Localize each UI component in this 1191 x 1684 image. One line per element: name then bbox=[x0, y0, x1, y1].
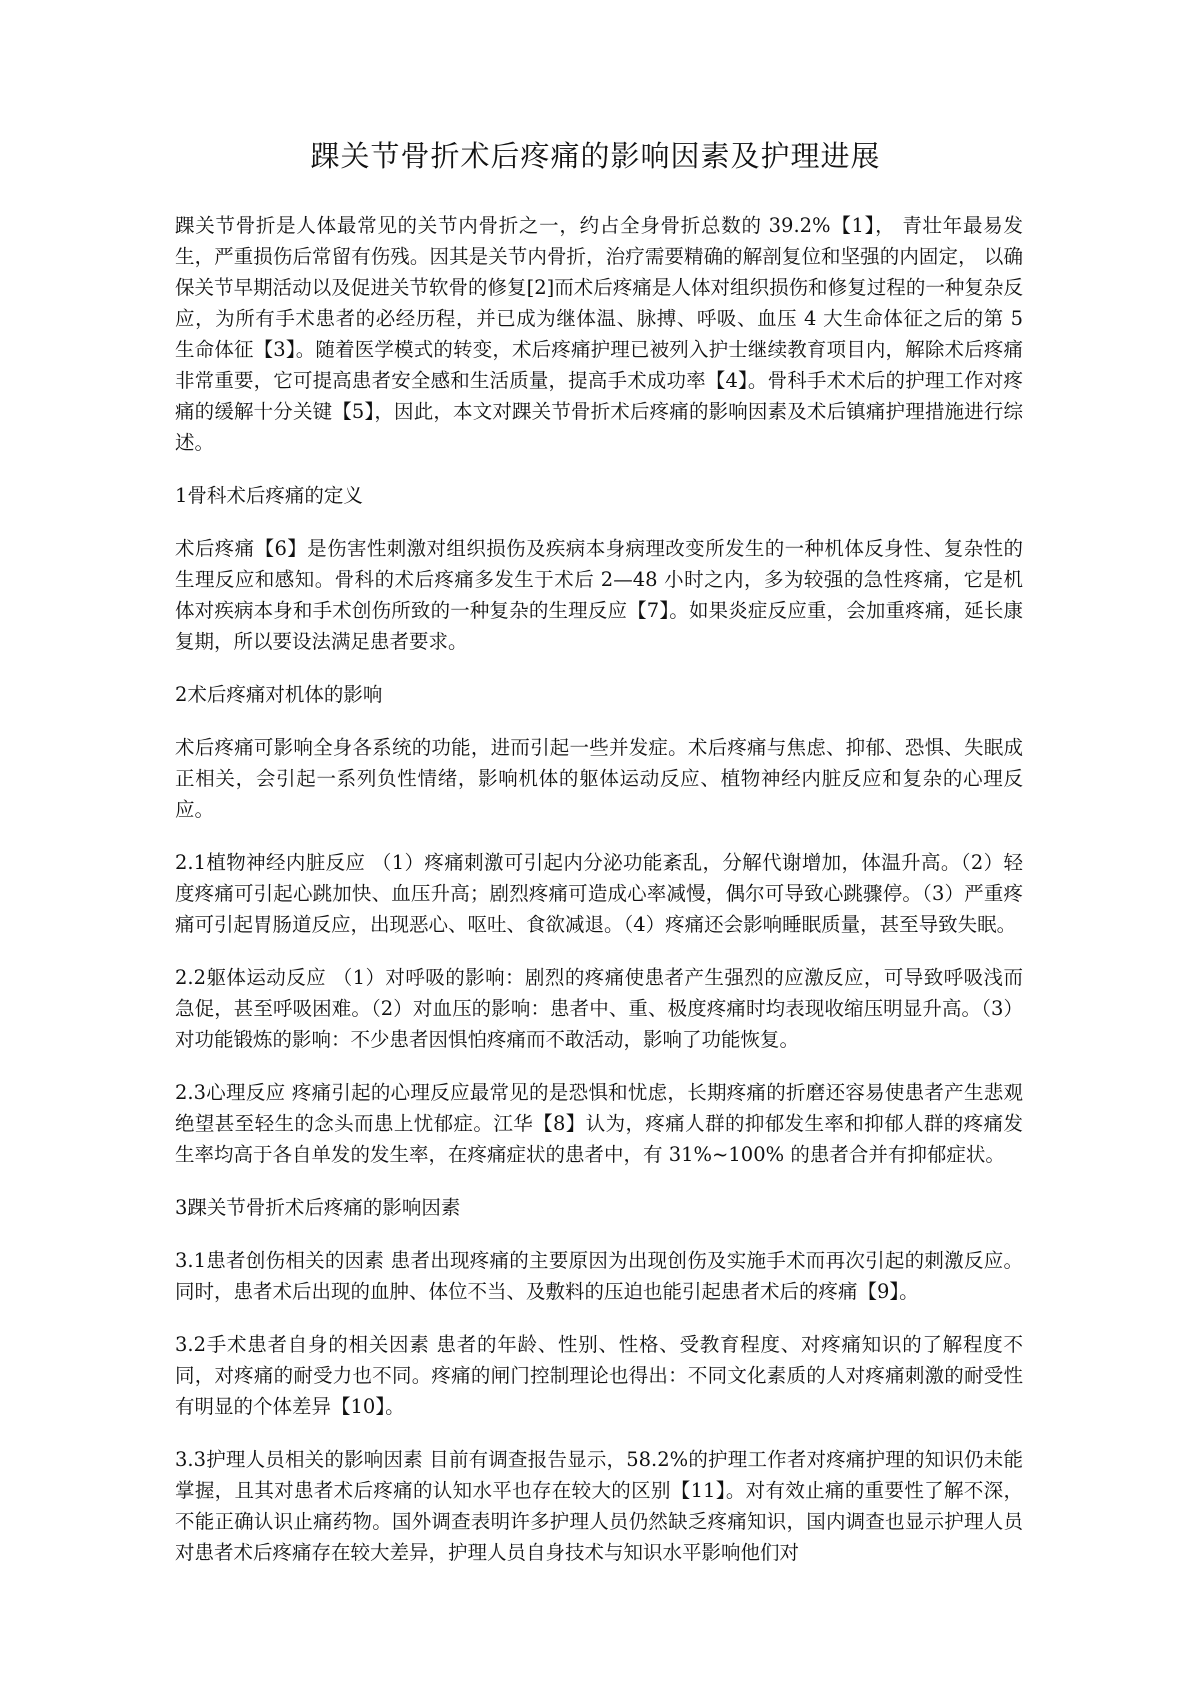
section-1-paragraph: 术后疼痛【6】是伤害性刺激对组织损伤及疾病本身病理改变所发生的一种机体反身性、复杂性的生理反应和感知。骨科的术后疼痛多发生于术后 2—48 小时之内，多为较强的急性疼痛，它是机体对疾病本身和手术创伤所致的一种复杂的生理反应【7】。如果炎症反应重，会加重疼痛，延长康复期，所以要设法满足患者要求。 bbox=[175, 537, 1023, 653]
section-3-3-paragraph: 3.3护理人员相关的影响因素 目前有调查报告显示，58.2%的护理工作者对疼痛护理的知识仍未能掌握，且其对患者术后疼痛的认知水平也存在较大的区别【11】。对有效止痛的重要性了解不深，不能正确认识止痛药物。国外调查表明许多护理人员仍然缺乏疼痛知识，国内调查也显示护理人员对患者术后疼痛存在较大差异，护理人员自身技术与知识水平影响他们对 bbox=[175, 1448, 1023, 1564]
section-heading-3: 3踝关节骨折术后疼痛的影响因素 bbox=[175, 1196, 461, 1219]
section-3-1-paragraph: 3.1患者创伤相关的因素 患者出现疼痛的主要原因为出现创伤及实施手术而再次引起的刺激反应。同时，患者术后出现的血肿、体位不当、及敷料的压迫也能引起患者术后的疼痛【9】。 bbox=[175, 1249, 1023, 1303]
section-2-paragraph: 术后疼痛可影响全身各系统的功能，进而引起一些并发症。术后疼痛与焦虑、抑郁、恐惧、失眠成正相关，会引起一系列负性情绪，影响机体的躯体运动反应、植物神经内脏反应和复杂的心理反应。 bbox=[175, 736, 1023, 821]
section-2-3-paragraph: 2.3心理反应 疼痛引起的心理反应最常见的是恐惧和忧虑，长期疼痛的折磨还容易使患者产生悲观绝望甚至轻生的念头而患上忧郁症。江华【8】认为，疼痛人群的抑郁发生率和抑郁人群的疼痛发生率均高于各自单发的发生率，在疼痛症状的患者中，有 31%~100% 的患者合并有抑郁症状。 bbox=[175, 1081, 1023, 1166]
section-2-1-paragraph: 2.1植物神经内脏反应 （1）疼痛刺激可引起内分泌功能紊乱，分解代谢增加，体温升高。（2）轻度疼痛可引起心跳加快、血压升高；剧烈疼痛可造成心率减慢，偶尔可导致心跳骤停。（3）严重疼痛可引起胃肠道反应，出现恶心、呕吐、食欲减退。（4）疼痛还会影响睡眠质量，甚至导致失眠。 bbox=[175, 851, 1023, 936]
section-3-2-paragraph: 3.2手术患者自身的相关因素 患者的年龄、性别、性格、受教育程度、对疼痛知识的了解程度不同，对疼痛的耐受力也不同。疼痛的闸门控制理论也得出：不同文化素质的人对疼痛刺激的耐受性有明显的个体差异【10】。 bbox=[175, 1333, 1023, 1418]
section-2-2-paragraph: 2.2躯体运动反应 （1）对呼吸的影响：剧烈的疼痛使患者产生强烈的应激反应，可导致呼吸浅而急促，甚至呼吸困难。（2）对血压的影响：患者中、重、极度疼痛时均表现收缩压明显升高。（3）对功能锻炼的影响：不少患者因惧怕疼痛而不敢活动，影响了功能恢复。 bbox=[175, 966, 1023, 1051]
section-heading-2: 2术后疼痛对机体的影响 bbox=[175, 683, 383, 706]
section-heading-1: 1骨科术后疼痛的定义 bbox=[175, 484, 363, 507]
intro-paragraph: 踝关节骨折是人体最常见的关节内骨折之一，约占全身骨折总数的 39.2%【1】， 青壮年最易发生，严重损伤后常留有伤残。因其是关节内骨折，治疗需要精确的解剖复位和坚强的内固定， 以确保关节早期活动以及促进关节软骨的修复[2]而术后疼痛是人体对组织损伤和修复过程的一种复杂反应，为所有手术患者的必经历程，并已成为继体温、脉搏、呼吸、血压 4 大生命体征之后的第 5 生命体征【3】。随着医学模式的转变，术后疼痛护理已被列入护士继续教育项目内，解除术后疼痛非常重要，它可提高患者安全感和生活质量，提高手术成功率【4】。骨科手术术后的护理工作对疼痛的缓解十分关键【5】，因此，本文对踝关节骨折术后疼痛的影响因素及术后镇痛护理措施进行综述。 bbox=[175, 214, 1023, 454]
document-body bbox=[175, 210, 1023, 1590]
document-title: 踝关节骨折术后疼痛的影响因素及护理进展 bbox=[310, 139, 881, 173]
